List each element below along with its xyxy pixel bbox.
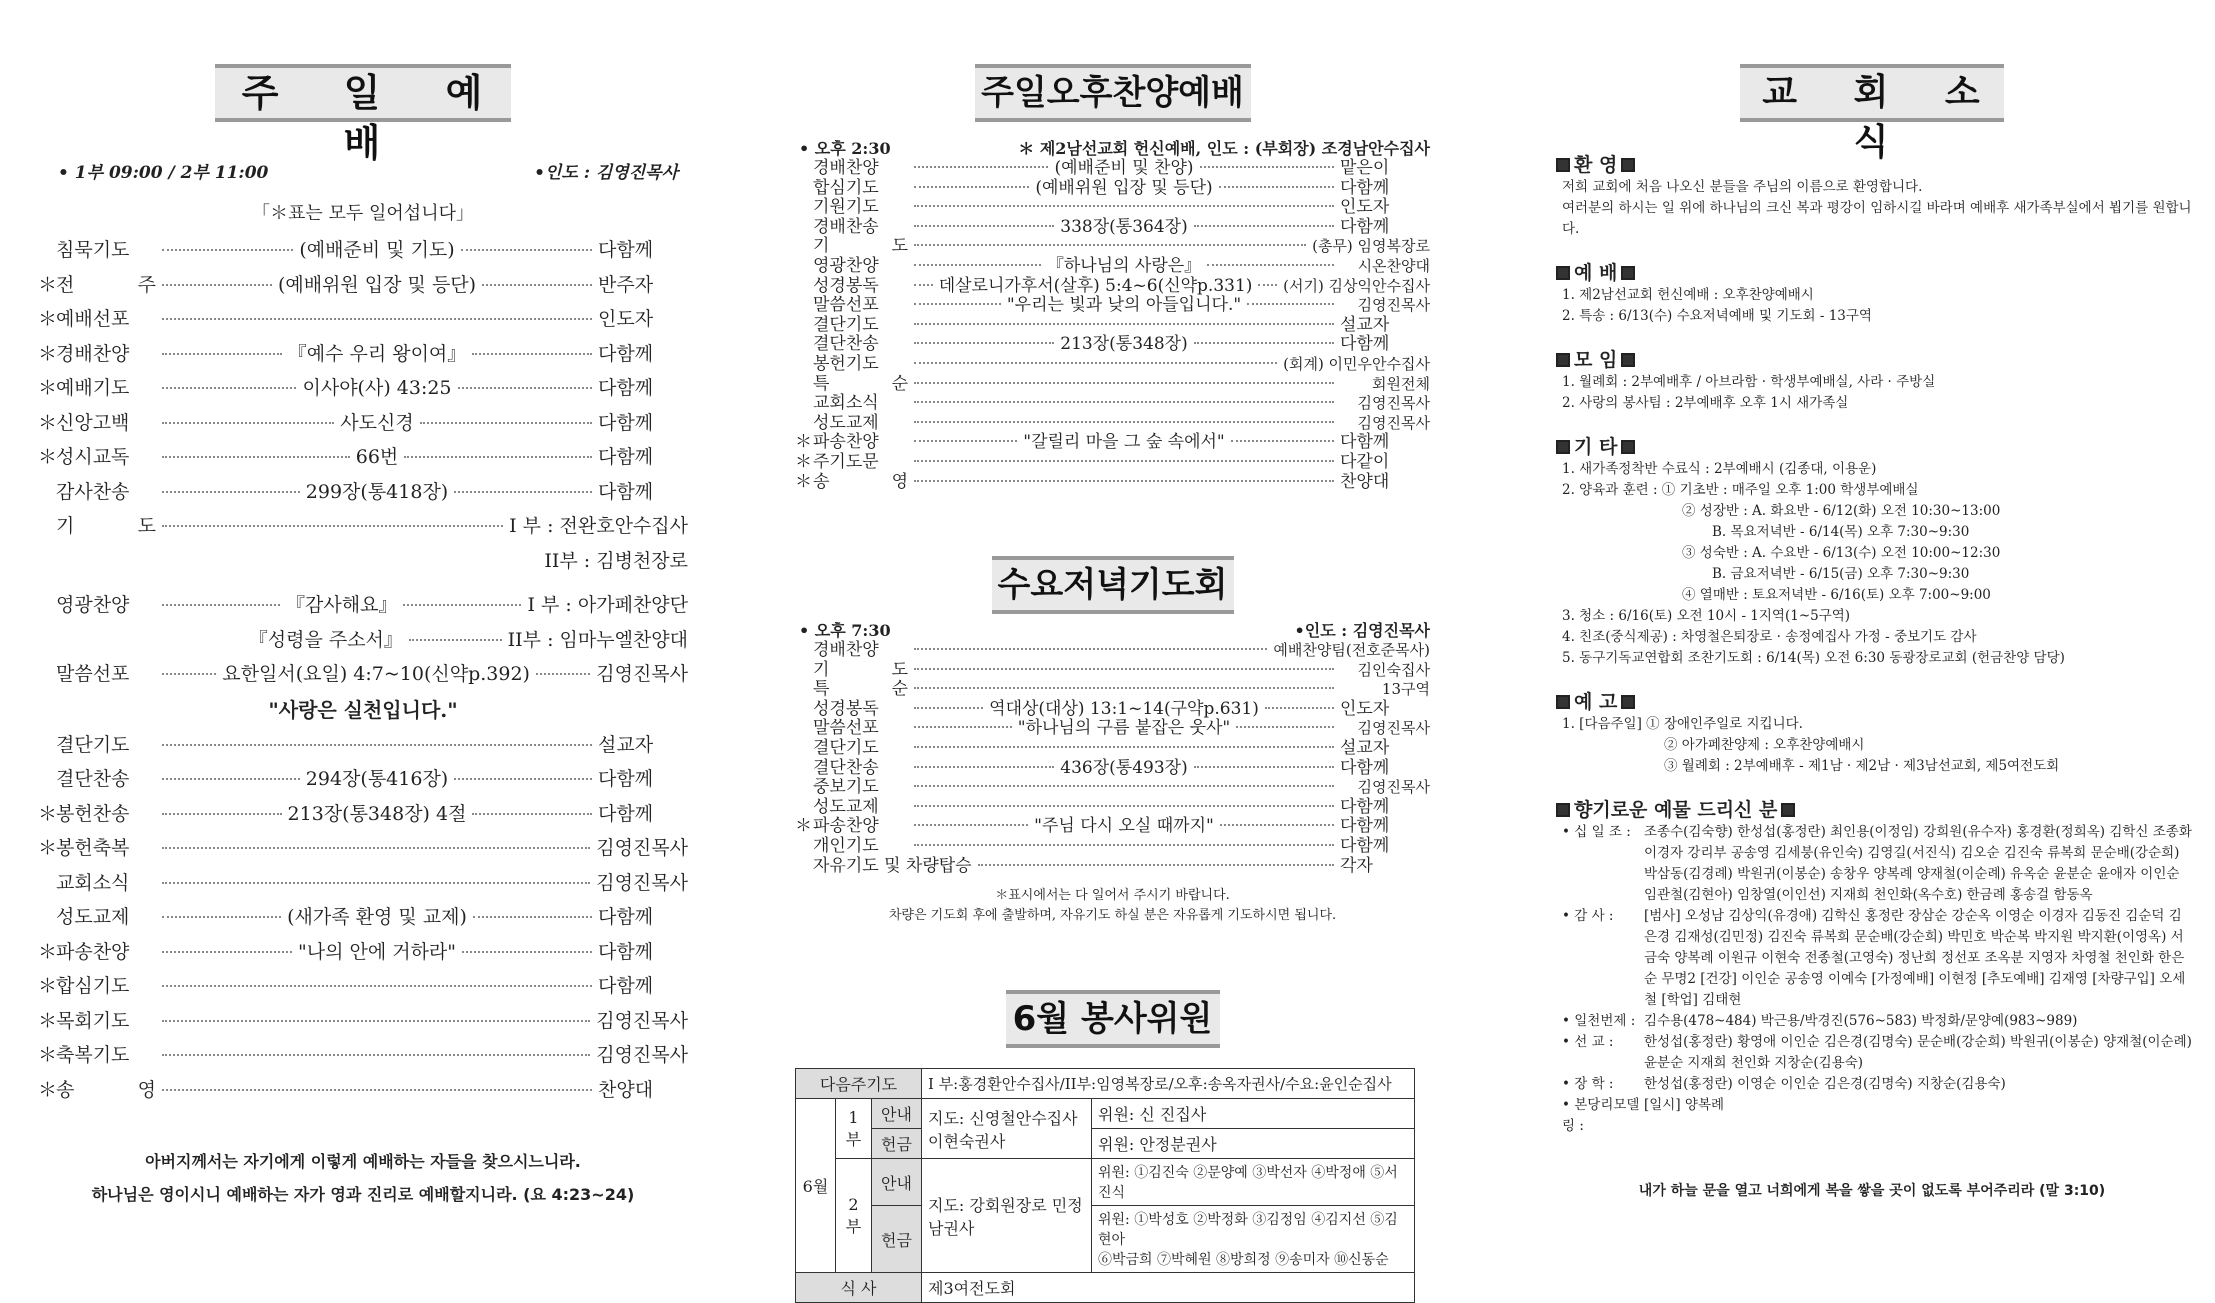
stand-mark: ＊ [38,308,58,330]
order-row [38,304,688,339]
wednesday-order-list [795,641,1430,876]
order-person: 찬양대 [598,1078,654,1101]
order-label: 기 도 [56,515,156,537]
order-row [795,257,1430,277]
afternoon-column [795,0,1431,1299]
stand-mark: ＊ [38,802,58,825]
footer-line: 아버지께서는 자기에게 이렇게 예배하는 자들을 찾으시느니라. [145,1152,581,1171]
order-label: 송 영 [813,471,908,492]
order-row [795,296,1430,316]
news-text: B. 목요저녁반 - 6/14(목) 오후 7:30~9:30 [1712,524,1970,540]
order-person: 김영진목사 [1357,778,1430,797]
order-person: II부 : 김병천장로 [544,549,688,572]
news-text: ③ 월례회 : 2부예배후 - 제1남 · 제2남 · 제3남선교회, 제5여전도회 [1664,758,2060,774]
order-row [38,477,688,512]
order-label: 경배찬양 [813,158,879,178]
order-detail: 66번 [355,446,399,468]
order-person: 김영진목사 [596,1044,688,1066]
order-row [38,868,688,903]
order-person: 김영진목사 [596,837,688,859]
offering-item [1562,822,2192,906]
order-detail: 『하나님의 사랑은』 [1046,255,1202,276]
stand-mark: ＊ [795,451,812,472]
worship-order-list-2 [38,730,688,1110]
order-row [38,442,688,477]
order-person: I 부 : 전완호안수집사 [509,515,688,537]
order-detail: (예배준비 및 찬양) [1054,158,1194,178]
wednesday-title: 수요저녁기도회 [992,556,1234,614]
order-label: 송 영 [56,1078,156,1101]
order-person: 김영진목사 [1357,394,1430,413]
order-person: 다함께 [598,480,654,503]
p2-offering-1: 위원: ①박성호 ②박정화 ③김정임 ④김지선 ⑤김현아 [1098,1212,1398,1249]
order-detail: "주님 다시 오실 때까지" [1034,816,1214,837]
order-row [795,680,1430,700]
order-person: 다함께 [598,975,654,997]
order-person: 김영진목사 [596,663,689,685]
order-label: 기 도 [813,236,908,257]
order-person: (회계) 이민우안수집사 [1283,354,1430,373]
offering-item [1562,1011,2192,1032]
order-row [38,764,688,799]
order-row [795,719,1430,739]
order-row [795,218,1430,238]
offering-names: 조종수(김숙향) 한성섭(홍정란) 최인용(이정임) 강희원(유수자) 홍경환(정희옥) 김학신 조종화 이경자 강리부 공송영 김세붕(유인숙) 김영길(서진식) 김오순 김진숙 류복희 문순배(강순희) 박삼동(김경례) 박원귀(이봉순) 송창우 양복례 양재철(이순례) 유옥순 윤분순 윤애자 이인순 임관철(김현아) 임창열(이인선) 지재희 천인화(옥수호) 한금례 홍송걸 함동옥 [1644,824,2192,903]
order-row [795,355,1430,375]
order-label: 합심기도 [813,177,879,198]
order-person: 다함께 [598,342,654,365]
part2-cell: 2부 [836,1159,872,1273]
order-detail: 299장(통418장) [305,480,449,503]
order-person: 시온찬양대 [1357,256,1431,275]
offering-names: [범사] 오성남 김상익(유경애) 김학신 홍정란 장삼순 강순옥 이영순 이경자 김동진 김순덕 김은경 김재성(김민정) 김진숙 류복희 문순배(강순희) 박민호 박순복 박지원 박지환(이영옥) 서금숙 양복례 이원규 이현숙 전종철(고영숙) 정난희 정선포 조옥분 지영자 차영철 천인화 한은순 무명2 [건강] 이인순 공송영 이예숙 [가정예배] 이현정 [추도예배] 김재영 [차량구입] 오세철 [학업] 김태현 [1644,908,2186,1008]
order-label: 개인기도 [813,836,879,857]
order-label: 말씀선포 [813,295,879,316]
offering-item [1562,1095,2192,1137]
guide-cell: 안내 [872,1099,922,1129]
order-row-sermon [38,659,688,694]
order-detail: 이사야(사) 43:25 [302,377,452,399]
order-detail: 436장(통493장) [1060,757,1188,778]
order-row [795,817,1430,837]
news-text: ② 성장반 : A. 화요반 - 6/12(화) 오전 10:30~13:00 [1682,503,2001,519]
news-footer-verse: 내가 하늘 문을 열고 너희에게 복을 쌓을 곳이 없도록 부어주리라 (말 3:10) [1638,1183,2106,1199]
wednesday-note: ＊표시에서는 다 일어서 주시기 바랍니다. [995,888,1230,904]
stand-mark: ＊ [38,940,58,963]
order-person: 다함께 [598,446,654,468]
order-detail: 사도신경 [340,411,414,434]
order-row-praise-2 [38,625,688,660]
order-label: 결단찬송 [56,768,130,790]
news-text: 여러분의 하시는 일 위에 하나님의 크신 복과 평강이 임하시길 바라며 예배후 새가족부실에서 뵙기를 원합니다. [1562,200,2192,237]
worship-footer-verse [38,1145,688,1211]
order-person: 13구역 [1381,680,1430,699]
order-label: 중보기도 [813,777,879,798]
order-label: 기 도 [813,659,908,680]
stand-mark: ＊ [38,342,58,365]
order-label: 봉헌축복 [56,837,130,859]
order-row [38,1075,688,1110]
order-detail: "우리는 빛과 낮의 아들입니다." [1006,295,1242,316]
worship-leader: •인도 : 김영진목사 [534,163,678,183]
meal-value: 제3여전도회 [922,1273,1415,1303]
wednesday-note: 차량은 기도회 후에 출발하며, 자유기도 하실 분은 자유롭게 기도하시면 됩니다. [888,908,1337,924]
news-text: 2. 양육과 훈련 : ① 기초반 : 매주일 오후 1:00 학생부예배실 [1562,482,1919,498]
order-detail: 『감사해요』 [286,594,398,616]
p2-guide: 위원: ①김진숙 ②문양예 ③박선자 ④박정애 ⑤서진식 [1092,1159,1415,1206]
news-text: 1. [다음주일] ① 장애인주일로 지킵니다. [1562,716,1803,732]
order-row [795,739,1430,759]
stand-mark: ＊ [38,446,58,468]
order-row [795,641,1430,661]
offering-names: [일시] 양복례 [1644,1097,1725,1113]
news-text: 2. 사랑의 봉사팀 : 2부예배후 오후 1시 새가족실 [1562,395,1849,411]
news-text: 2. 특송 : 6/13(수) 수요저녁예배 및 기도회 - 13구역 [1562,308,1872,324]
order-row [795,316,1430,336]
order-label: 주기도문 [813,451,879,472]
order-row [38,235,688,270]
order-person: 다함께 [1340,796,1390,817]
order-detail: 213장(통348장) [1060,334,1188,355]
order-row [795,277,1430,297]
worship-heading: 예 배 [1552,258,2192,285]
meal-label: 식 사 [796,1273,922,1303]
news-text: ② 아가페찬양제 : 오후찬양예배시 [1664,737,1865,753]
order-label: 결단찬송 [813,334,879,355]
wednesday-leader: •인도 : 김영진목사 [1294,621,1430,641]
guide-cell: 안내 [872,1159,922,1206]
news-text: B. 금요저녁반 - 6/15(금) 오후 7:30~9:30 [1712,566,1970,582]
order-row [795,159,1430,179]
order-detail: 338장(통364장) [1060,216,1188,237]
order-row [795,237,1430,257]
order-person: (총무) 임영복장로 [1312,237,1430,256]
order-label: 파송찬양 [813,816,879,837]
order-person: 김영진목사 [1357,296,1431,315]
offering-cell: 헌금 [872,1206,922,1273]
order-person: 다함께 [598,239,654,261]
order-label: 경배찬양 [56,342,130,365]
order-label: 영광찬양 [813,255,879,276]
offering-label: • 십 일 조 : [1562,824,1631,840]
order-person: 김영진목사 [596,1009,688,1032]
offering-list [1552,822,2192,1137]
order-person: 다함께 [1340,816,1390,837]
order-detail: 『성령을 주소서』 [248,628,403,651]
order-label: 목회기도 [56,1009,130,1032]
order-row [38,730,688,765]
order-person: 설교자 [598,733,654,756]
order-person: 다함께 [1340,334,1390,355]
order-person: 인도자 [598,308,654,330]
offering-label: • 선 교 : [1562,1034,1614,1050]
order-row [795,198,1430,218]
next-prayer-label: 다음주기도 [796,1069,922,1099]
order-row-prayer-2 [38,546,688,581]
standing-note: 「＊표는 모두 일어섭니다」 [252,203,474,224]
afternoon-order-list [795,159,1430,492]
news-text: 1. 월례회 : 2부예배후 / 아브라함 · 학생부예배실, 사라 · 주방실 [1562,374,1936,390]
order-detail: (예배준비 및 기도) [299,239,455,261]
order-row [795,700,1430,720]
part1-cell: 1부 [836,1099,872,1159]
stand-mark: ＊ [38,377,58,399]
order-person: 다함께 [598,411,654,434]
order-person: 다함께 [1340,177,1390,198]
order-row [795,433,1430,453]
order-label: 신앙고백 [56,411,130,434]
order-row [795,778,1430,798]
order-row [795,473,1430,493]
order-label: 기원기도 [813,197,879,218]
news-text: 1. 새가족정착반 수료식 : 2부예배시 (김종대, 이용운) [1562,461,1877,477]
order-person: 다함께 [598,906,654,928]
news-text: 3. 청소 : 6/16(토) 오전 10시 - 1지역(1~5구역) [1562,608,1851,624]
order-person: II부 : 임마누엘찬양대 [507,628,688,651]
order-detail: "갈릴리 마을 그 숲 속에서" [1023,432,1225,453]
offering-label: • 장 학 : [1562,1076,1614,1092]
order-row [38,339,688,374]
order-label: 교회소식 [813,393,879,414]
offering-item [1562,1032,2192,1074]
order-label: 결단기도 [813,314,879,335]
offering-item [1562,1074,2192,1095]
sunday-worship-title: 주 일 예 배 [215,64,511,122]
order-row-praise [38,590,688,625]
order-label: 파송찬양 [813,432,879,453]
order-row [795,335,1430,355]
order-person: 다함께 [1340,216,1390,237]
news-text: ④ 열매반 : 토요저녁반 - 6/16(토) 오후 7:00~9:00 [1682,587,1991,603]
order-person: 다같이 [1340,451,1390,472]
wednesday-time: • 오후 7:30 [799,621,891,641]
order-detail: 213장(통348장) 4절 [287,802,467,825]
stand-mark: ＊ [38,975,58,997]
order-label: 특 순 [813,679,908,700]
order-detail: "하나님의 구름 붙잡은 웃사" [1017,718,1231,739]
afternoon-subtitle: ＊ 제2남선교회 헌신예배, 인도 : (부회장) 조경남안수집사 [1018,139,1430,158]
etc-heading: 기 타 [1552,432,2192,459]
offering-item [1562,906,2192,1011]
order-person: 김인숙집사 [1357,660,1430,679]
order-person: 반주자 [598,273,654,296]
sermon-title: "사랑은 실천입니다." [268,697,458,722]
order-label: 봉헌기도 [813,353,879,374]
order-row [795,375,1430,395]
order-label: 예배선포 [56,308,130,330]
order-person: 설교자 [1340,314,1390,335]
stand-mark: ＊ [795,471,812,492]
order-person: 다함께 [598,377,654,399]
month-cell: 6월 [796,1099,836,1273]
worship-order-list [38,235,688,511]
order-person: 맡은이 [1340,158,1390,178]
offering-label: • 일천번제 : [1562,1013,1636,1029]
order-label: 교회소식 [56,871,130,894]
p1-offering: 위원: 안정분권사 [1092,1129,1415,1159]
order-label: 경배찬송 [813,216,879,237]
offering-cell: 헌금 [872,1129,922,1159]
order-person: 각자 [1340,855,1373,876]
order-person: 찬양대 [1340,471,1390,492]
order-row [38,1006,688,1041]
order-person: 김영진목사 [1357,413,1430,432]
order-label: 봉헌찬송 [56,802,130,825]
order-row [38,833,688,868]
order-detail: (예배위원 입장 및 등단) [277,273,477,296]
news-text: 1. 제2남선교회 헌신예배 : 오후찬양예배시 [1562,287,1814,303]
order-row [38,408,688,443]
order-row-prayer [38,511,688,546]
stand-mark: ＊ [38,411,58,434]
order-label: 전 주 [56,273,156,296]
order-label: 결단찬송 [813,757,879,778]
order-detail: 역대상(대상) 13:1~14(구약p.631) [989,698,1259,719]
order-row [795,837,1430,857]
news-title: 교 회 소 식 [1740,64,2004,122]
offering-names: 한성섭(홍정란) 이영순 이인순 김은경(김명숙) 지창순(김용숙) [1644,1076,2006,1092]
order-person: 회원전체 [1372,374,1430,393]
stand-mark: ＊ [795,816,812,837]
order-label: 성경봉독 [813,698,879,719]
news-text: 4. 친조(중식제공) : 차영철은퇴장로 · 송정예집사 가정 - 중보기도 감사 [1562,629,1977,645]
order-label: 자유기도 및 차량탑승 [813,855,972,876]
order-person: 인도자 [1340,197,1390,218]
order-person: 설교자 [1340,738,1390,759]
offering-heading: 향기로운 예물 드리신 분 [1552,795,2192,822]
p2-lead: 지도: 강회원장로 민정남권사 [922,1159,1092,1273]
order-label: 특 순 [813,373,908,394]
order-detail: 데살로니가후서(살후) 5:4~6(신약p.331) [938,275,1253,296]
order-row [795,414,1430,434]
stand-mark: ＊ [38,1078,58,1101]
stand-mark: ＊ [38,837,58,859]
church-news-column [1552,0,2192,1240]
order-label: 성도교제 [813,412,879,433]
order-person: 다함께 [1340,836,1390,857]
stand-mark: ＊ [795,432,812,453]
offering-label: • 감 사 : [1562,908,1614,924]
order-person: 다함께 [1340,432,1390,453]
order-label: 침묵기도 [56,239,130,261]
p1-guide: 위원: 신 진집사 [1092,1099,1415,1129]
order-label: 파송찬양 [56,940,130,963]
order-person: 다함께 [1340,757,1390,778]
order-label: 말씀선포 [813,718,879,739]
news-text: ③ 성숙반 : A. 수요반 - 6/13(수) 오전 10:00~12:30 [1682,545,2001,561]
order-label: 성시교독 [56,446,130,468]
sunday-worship-column [38,0,688,1240]
order-label: 감사찬송 [56,480,130,503]
order-row [38,1040,688,1075]
order-label: 성도교제 [813,796,879,817]
prayer-rows [38,511,688,694]
order-person: 예배찬양팀(전호준목사) [1273,641,1430,660]
stand-mark: ＊ [38,1009,58,1032]
order-row [38,270,688,305]
order-row [38,937,688,972]
order-person: 김영진목사 [596,871,688,894]
order-label: 영광찬양 [56,594,130,616]
order-person: 김영진목사 [1357,719,1430,738]
offering-names: 한성섭(홍정란) 황영애 이인순 김은경(김명숙) 문순배(강순희) 박원귀(이봉순) 양재철(이순례) 윤분순 지재희 천인화 지창순(김용숙) [1644,1034,2192,1071]
p1-lead: 지도: 신영철안수집사 이현숙권사 [922,1099,1092,1159]
stand-mark: ＊ [38,273,58,296]
p2-offering-2: ⑥박금희 ⑦박혜원 ⑧방희정 ⑨송미자 ⑩신동순 [1098,1252,1389,1269]
stand-mark: ＊ [38,1044,58,1066]
order-person: 다함께 [598,802,654,825]
order-label: 말씀선포 [56,663,130,685]
order-row [795,857,1430,877]
order-person: 다함께 [598,940,654,963]
order-label: 경배찬양 [813,640,879,661]
order-label: 축복기도 [56,1044,130,1066]
volunteers-title: 6월 봉사위원 [1006,990,1220,1048]
order-person: 인도자 [1340,698,1390,719]
order-row [38,799,688,834]
offering-names: 김수용(478~484) 박근용/박경진(576~583) 박정화/문양예(983~989) [1644,1013,2078,1029]
order-detail: 『예수 우리 왕이여』 [287,342,467,365]
order-detail: "나의 안에 거하라" [297,940,457,963]
order-row [795,759,1430,779]
order-detail: (새가족 환영 및 교제) [287,906,467,928]
notice-heading: 예 고 [1552,687,2192,714]
order-row [38,971,688,1006]
news-text: 저희 교회에 처음 나오신 분들을 주님의 이름으로 환영합니다. [1562,179,1923,195]
order-row [795,179,1430,199]
order-person: (서기) 김상익안수집사 [1283,276,1430,295]
offering-label: • 본당리모델링 : [1562,1097,1640,1134]
order-row [795,453,1430,473]
order-detail: (예배위원 입장 및 등단) [1035,177,1213,198]
volunteers-table [795,1068,1415,1303]
order-row [795,798,1430,818]
order-label: 예배기도 [56,377,130,399]
order-row [795,661,1430,681]
order-label: 성도교제 [56,906,130,928]
order-detail: 294장(통416장) [305,768,449,790]
worship-time: • 1부 09:00 / 2부 11:00 [58,163,269,183]
order-label: 결단기도 [813,738,879,759]
news-text: 5. 동구기독교연합회 조찬기도회 : 6/14(목) 오전 6:30 동광장로교회 (헌금찬양 담당) [1562,650,2065,666]
order-label: 성경봉독 [813,275,879,296]
order-person: 다함께 [598,768,654,790]
order-row [38,373,688,408]
afternoon-time: • 오후 2:30 [799,139,891,158]
order-row [795,394,1430,414]
welcome-heading: 환 영 [1552,150,2192,177]
next-prayer-value: I 부:홍경환안수집사/II부:임영복장로/오후:송옥자권사/수요:윤인순집사 [922,1069,1415,1099]
order-row [38,902,688,937]
meeting-heading: 모 임 [1552,345,2192,372]
order-person: I 부 : 아가페찬양단 [527,594,688,616]
order-label: 결단기도 [56,733,130,756]
afternoon-title: 주일오후찬양예배 [975,64,1251,122]
order-label: 합심기도 [56,975,130,997]
footer-line: 하나님은 영이시니 예배하는 자가 영과 진리로 예배할지니라. (요 4:23~24) [91,1185,635,1204]
order-detail: 요한일서(요일) 4:7~10(신약p.392) [222,663,530,685]
